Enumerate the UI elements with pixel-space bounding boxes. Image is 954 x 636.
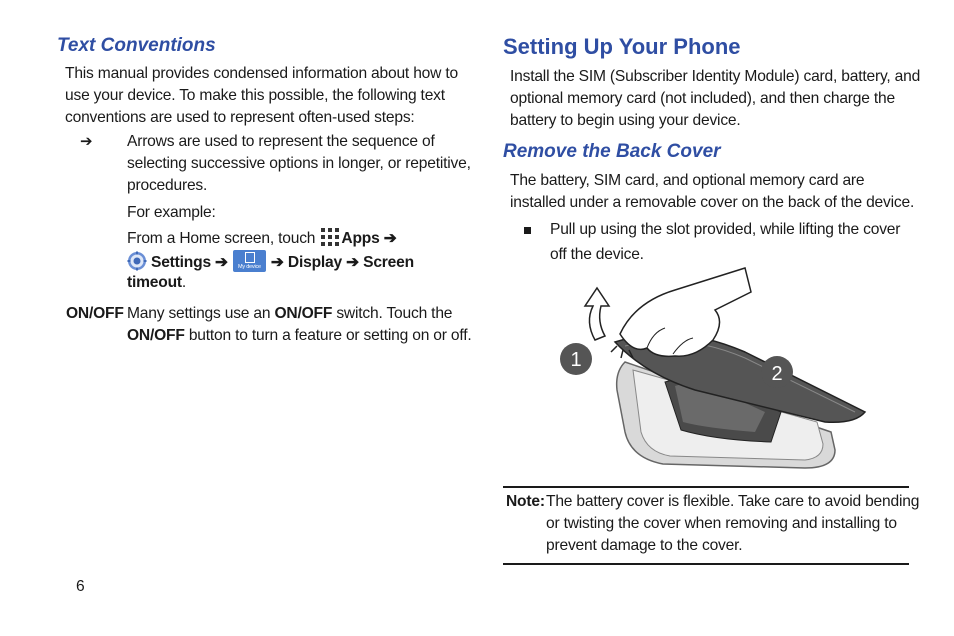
note-bottom-rule — [503, 563, 909, 565]
bullet-square-icon — [524, 227, 531, 234]
apps-label: Apps ➔ — [341, 230, 397, 247]
arrow-desc-line-1: Arrows are used to represent the sequence of — [127, 133, 435, 150]
page-number: 6 — [76, 578, 85, 595]
settings-label: Settings ➔ — [151, 254, 228, 271]
onoff-line-2 — [127, 325, 472, 347]
onoff-line-1-suffix: switch. Touch the — [332, 305, 453, 322]
setup-intro-line-1: Install the SIM (Subscriber Identity Module) card, battery, and — [510, 68, 921, 85]
note-top-rule — [503, 486, 909, 488]
back-cover-removal-illustration — [555, 262, 885, 480]
my-device-caption: My device — [237, 264, 261, 270]
note-line-2: or twisting the cover when removing and installing to — [546, 515, 897, 532]
display-screen-label: ➔ Display ➔ Screen — [270, 254, 414, 271]
step-2-number: 2 — [771, 363, 783, 385]
example-prefix: From a Home screen, touch — [127, 230, 316, 247]
intro-line-2: use your device. To make this possible, the following text — [65, 87, 445, 104]
cover-line-2: installed under a removable cover on the back of the device. — [510, 194, 915, 211]
intro-line-3: conventions are used to represent often-used steps: — [65, 109, 415, 126]
lift-arrow-icon — [585, 288, 609, 340]
intro-line-1: This manual provides condensed information about how to — [65, 65, 458, 82]
onoff-line-2-suffix: button to turn a feature or setting on or off. — [184, 327, 472, 344]
cover-line-1: The battery, SIM card, and optional memory card are — [510, 172, 865, 189]
timeout-period: . — [181, 274, 187, 291]
my-device-icon — [233, 250, 266, 272]
note-line-3: prevent damage to the cover. — [546, 537, 743, 554]
example-line-3 — [127, 272, 186, 294]
bullet-line-2: off the device. — [550, 246, 644, 263]
bullet-line-1: Pull up using the slot provided, while lifting the cover — [550, 221, 901, 238]
settings-gear-icon — [127, 251, 147, 271]
note-line-1: The battery cover is flexible. Take care to avoid bending — [546, 493, 920, 510]
for-example-label: For example: — [127, 204, 216, 221]
onoff-line-1-bold: ON/OFF — [274, 305, 333, 322]
arrow-desc-line-3: procedures. — [127, 177, 208, 194]
onoff-line-2-bold: ON/OFF — [127, 327, 185, 344]
setup-intro-line-3: battery to begin using your device. — [510, 112, 741, 129]
onoff-line-1 — [127, 303, 452, 325]
example-line-2 — [127, 250, 414, 274]
onoff-term: ON/OFF — [66, 305, 124, 322]
hand — [620, 268, 751, 356]
example-line-1 — [127, 228, 397, 250]
arrow-icon: ➔ — [80, 133, 93, 150]
apps-grid-icon — [321, 228, 339, 246]
remove-back-cover-heading: Remove the Back Cover — [503, 141, 721, 162]
setup-intro-line-2: optional memory card (not included), and then charge the — [510, 90, 895, 107]
arrow-desc-line-2: selecting successive options in longer, or repetitive, — [127, 155, 471, 172]
setting-up-heading: Setting Up Your Phone — [503, 34, 741, 59]
onoff-line-1-prefix: Many settings use an — [127, 305, 275, 322]
step-1-number: 1 — [570, 349, 582, 371]
note-label: Note: — [506, 493, 545, 510]
timeout-label: timeout — [127, 274, 182, 291]
text-conventions-heading: Text Conventions — [57, 35, 216, 56]
